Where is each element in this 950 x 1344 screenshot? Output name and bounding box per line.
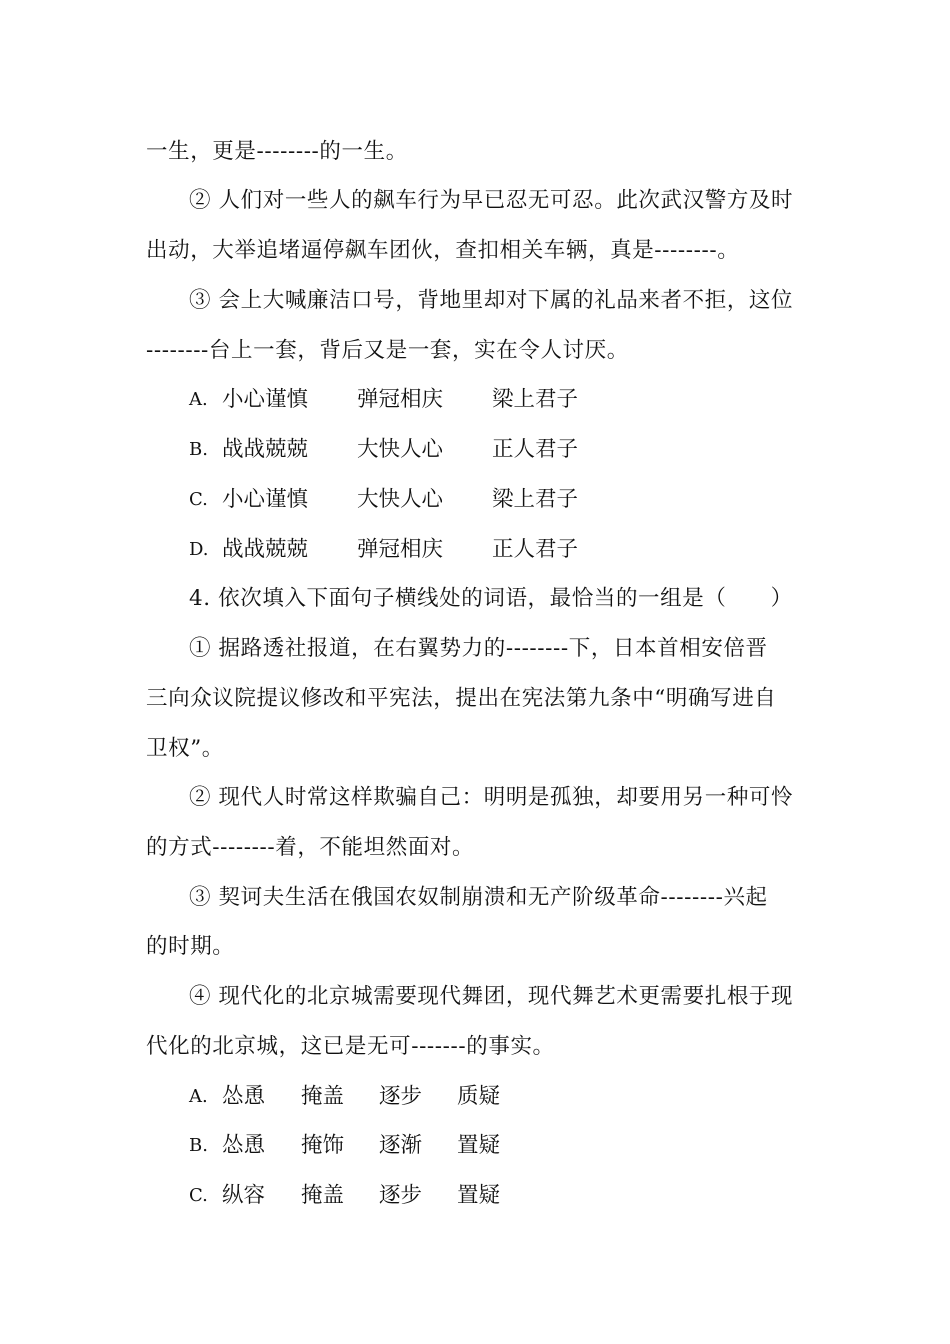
text-line: --------台上一套，背后又是一套，实在令人讨厌。 [146,338,629,363]
option-word: 掩盖 [301,1183,345,1208]
option-word: 掩盖 [301,1084,345,1109]
option-letter: B. [189,439,208,460]
option-letter: C. [189,489,208,510]
option-word: 弹冠相庆 [357,537,444,562]
option-letter: C. [189,1185,208,1206]
option-letter: B. [189,1135,208,1156]
option-word: 战战兢兢 [222,437,309,462]
text-line: ④ 现代化的北京城需要现代舞团，现代舞艺术更需要扎根于现 [189,984,794,1009]
option-word: 正人君子 [492,537,579,562]
option-word: 弹冠相庆 [357,387,444,412]
option-word: 逐渐 [379,1133,423,1158]
text-line: ② 现代人时常这样欺骗自己：明明是孤独，却要用另一种可怜 [189,785,794,810]
option-word: 逐步 [379,1183,423,1208]
text-line: 一生，更是--------的一生。 [146,139,408,164]
option-word: 怂恿 [222,1084,266,1109]
option-letter: A. [189,1086,208,1107]
text-line: 代化的北京城，这已是无可-------的事实。 [146,1034,555,1059]
question-4-stem: 4. 依次填入下面句子横线处的词语，最恰当的一组是（ ） [189,586,793,611]
text-line: 的方式--------着，不能坦然面对。 [146,835,475,860]
option-word: 质疑 [457,1084,501,1109]
option-letter: D. [189,539,209,560]
option-word: 梁上君子 [492,387,579,412]
option-word: 大快人心 [357,437,444,462]
option-word: 小心谨慎 [222,387,309,412]
option-word: 正人君子 [492,437,579,462]
option-letter: A. [189,389,208,410]
option-word: 逐步 [379,1084,423,1109]
option-word: 梁上君子 [492,487,579,512]
text-line: 卫权”。 [146,736,224,761]
option-word: 小心谨慎 [222,487,309,512]
option-word: 置疑 [457,1183,501,1208]
text-line: ① 据路透社报道，在右翼势力的--------下，日本首相安倍晋 [189,636,768,661]
text-line: ② 人们对一些人的飙车行为早已忍无可忍。此次武汉警方及时 [189,188,794,213]
option-word: 大快人心 [357,487,444,512]
option-word: 掩饰 [301,1133,345,1158]
text-line: 出动，大举追堵逼停飙车团伙，查扣相关车辆，真是--------。 [146,238,740,263]
option-word: 怂恿 [222,1133,266,1158]
option-word: 纵容 [222,1183,266,1208]
option-word: 置疑 [457,1133,501,1158]
text-line: 三向众议院提议修改和平宪法，提出在宪法第九条中“明确写进自 [146,686,777,711]
text-line: ③ 契诃夫生活在俄国农奴制崩溃和无产阶级革命--------兴起 [189,885,768,910]
text-line: 的时期。 [146,934,235,959]
text-line: ③ 会上大喊廉洁口号，背地里却对下属的礼品来者不拒，这位 [189,288,794,313]
option-word: 战战兢兢 [222,537,309,562]
